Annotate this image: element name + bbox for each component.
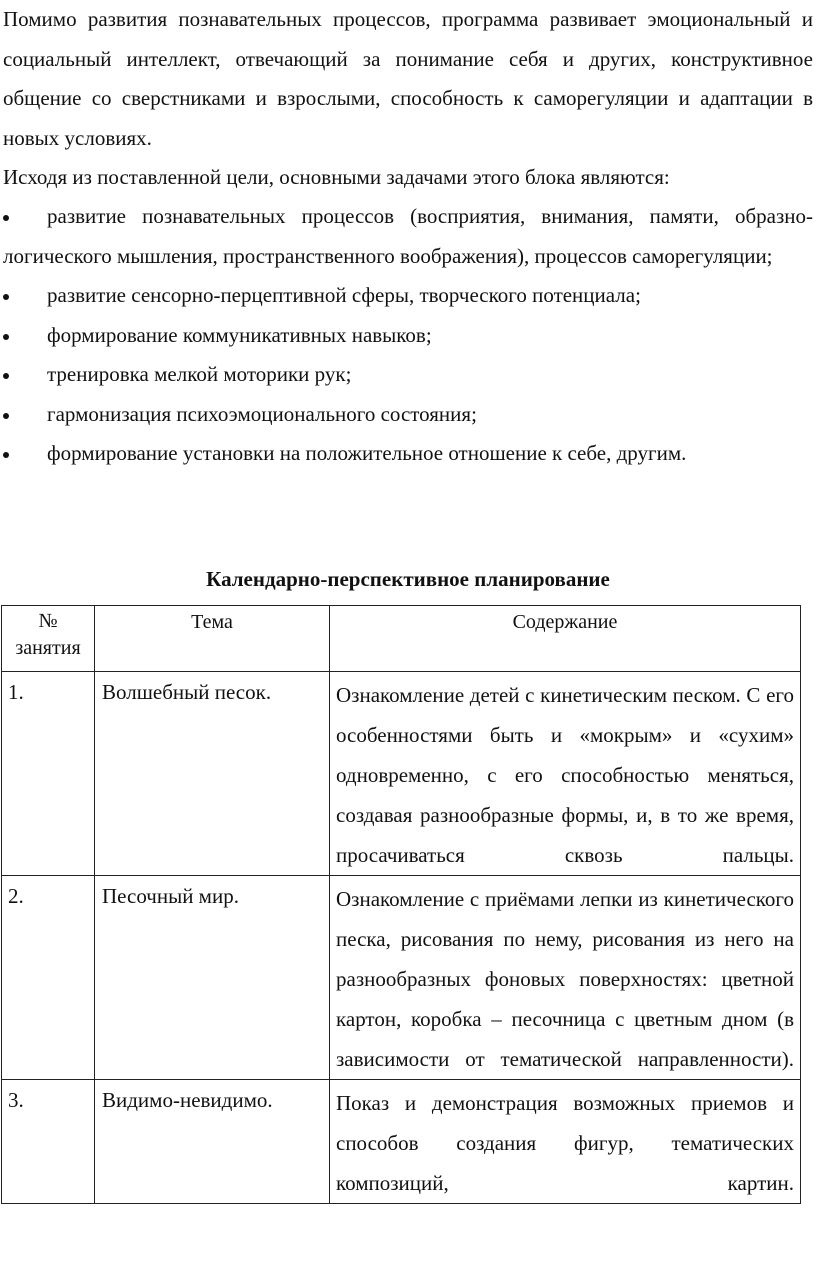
table-title: Календарно-перспективное планирование <box>206 567 610 591</box>
row-content: Ознакомление детей с кинетическим песком. С его особенностями быть и «мокрым» и «сухим» одновременно, с его способностью меняться, создавая разнообразные формы, и, в то же время, просачиваться сквозь пальцы. <box>330 672 801 876</box>
row-content: Показ и демонстрация возможных приемов и способов создания фигур, тематических композиций, картин. <box>330 1080 801 1204</box>
bullet-icon <box>3 373 9 379</box>
row-topic: Песочный мир. <box>95 876 330 1080</box>
table-row <box>2 1080 801 1204</box>
tasks-list <box>3 197 813 474</box>
header-content: Содержание <box>330 606 801 672</box>
table-row <box>2 672 801 876</box>
row-topic: Волшебный песок. <box>95 672 330 876</box>
list-item: развитие познавательных процессов (восприятия, внимания, памяти, образно-логического мышления, пространственного воображения), процессов саморегуляции; <box>3 204 813 268</box>
bullet-icon <box>3 334 9 340</box>
table-row <box>2 876 801 1080</box>
intro-paragraph: Помимо развития познавательных процессов, программа развивает эмоциональный и социальный интеллект, отвечающий за понимание себя и других, конструктивное общение со сверстниками и взрослыми, способность к саморегуляции и адаптации в новых условиях. <box>3 7 813 150</box>
bullet-icon <box>3 294 9 300</box>
header-topic: Тема <box>95 606 330 672</box>
list-item: тренировка мелкой моторики рук; <box>3 355 813 395</box>
header-number: № занятия <box>2 606 95 672</box>
bullet-icon <box>3 452 9 458</box>
list-item: развитие сенсорно-перцептивной сферы, творческого потенциала; <box>3 276 813 316</box>
row-content: Ознакомление с приёмами лепки из кинетического песка, рисования по нему, рисования из него на разнообразных фоновых поверхностях: цветной картон, коробка – песочница с цветным дном (в зависимости от тематической направленности). <box>330 876 801 1080</box>
list-item: формирование коммуникативных навыков; <box>3 316 813 356</box>
list-item: формирование установки на положительное отношение к себе, другим. <box>3 434 813 474</box>
bullet-icon <box>3 215 9 221</box>
row-topic: Видимо-невидимо. <box>95 1080 330 1204</box>
bullet-icon <box>3 413 9 419</box>
table-header-row <box>2 606 801 672</box>
row-number: 1. <box>2 672 95 876</box>
planning-table <box>1 605 801 1204</box>
list-item: гармонизация психоэмоционального состояния; <box>3 395 813 435</box>
row-number: 2. <box>2 876 95 1080</box>
row-number: 3. <box>2 1080 95 1204</box>
tasks-intro-paragraph: Исходя из поставленной цели, основными задачами этого блока являются: <box>3 165 670 189</box>
